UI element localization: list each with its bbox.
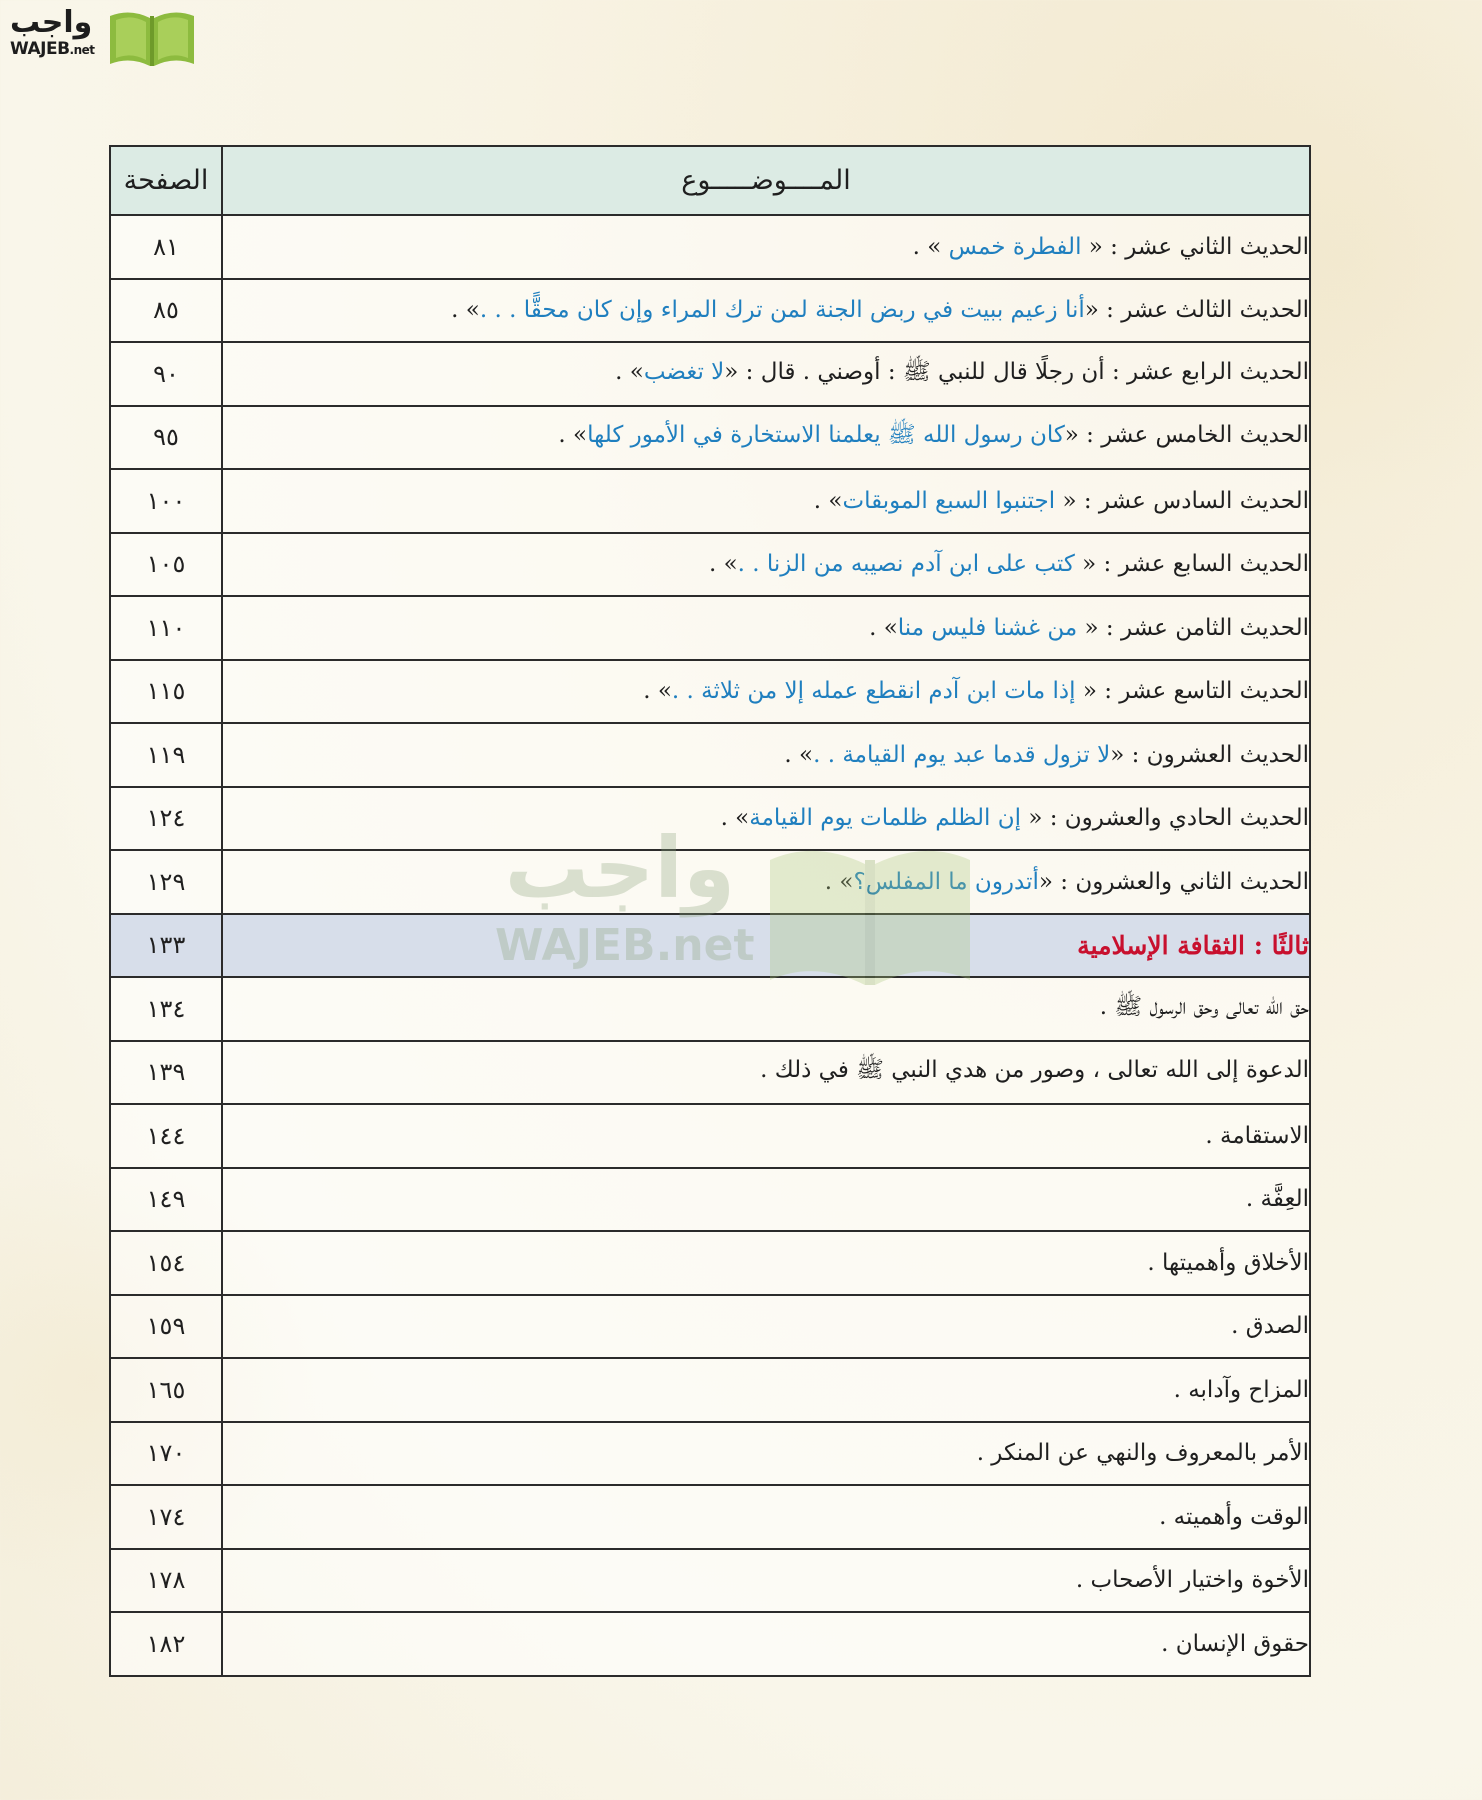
section-page: ١٣٣ [110,914,222,978]
hadith-quote: لا تزول قدما عبد يوم القيامة . . [813,741,1111,768]
toc-row-hadith-22 [110,850,1310,914]
toc-entry-subject [222,469,1310,533]
toc-topic-subject: الاستقامة . [222,1104,1310,1168]
toc-row-hadith-21 [110,787,1310,851]
toc-topic-page: ١٧٤ [110,1485,222,1549]
entry-prefix: الحديث الخامس عشر : « [1064,422,1309,449]
toc-row-topic [110,1612,1310,1676]
logo-text [10,6,98,59]
entry-suffix: » . [643,678,672,705]
header-page: الصفحة [110,146,222,215]
entry-prefix: الحديث التاسع عشر : « [1075,678,1309,705]
entry-prefix: الحديث السادس عشر : « [1055,487,1309,514]
toc-row-topic [110,1485,1310,1549]
entry-suffix: » . [558,422,588,449]
toc-row-hadith-19 [110,660,1310,724]
toc-row-topic [110,1104,1310,1168]
entry-suffix: » . [708,551,738,578]
toc-topic-subject: الأمر بالمعروف والنهي عن المنكر . [222,1422,1310,1486]
toc-entry-subject [222,787,1310,851]
wajeb-logo[interactable] [10,6,190,68]
hadith-quote: الفطرة خمس [941,233,1089,260]
toc-topic-page: ١٥٩ [110,1295,222,1359]
entry-prefix: الحديث الحادي والعشرون : « [1021,805,1309,832]
toc-entry-page: ١٢٩ [110,850,222,914]
header-subject: المــــوضـــــوع [222,146,1310,215]
toc-topic-subject: الدعوة إلى الله تعالى ، وصور من هدي النبي ﷺ في ذلك . [222,1041,1310,1105]
toc-row-hadith-20 [110,723,1310,787]
entry-suffix: » . [451,297,480,324]
entry-suffix: » . [824,868,854,895]
toc-row-topic [110,1358,1310,1422]
toc-row-hadith-12 [110,215,1310,279]
toc-topic-subject: حق الله تعالى وحق الرسول ﷺ . [222,977,1310,1041]
toc-entry-page: ١١٠ [110,596,222,660]
logo-arabic: واجب [10,5,93,40]
toc-topic-page: ١٣٤ [110,977,222,1041]
toc-row-topic [110,1549,1310,1613]
toc-entry-page: ٩٠ [110,342,222,406]
section-title: ثالثًا : الثقافة الإسلامية [222,914,1310,978]
hadith-quote: كتب على ابن آدم نصيبه من الزنا . . [737,551,1075,578]
toc-entry-page: ٨٥ [110,279,222,343]
toc-topic-subject: الأخلاق وأهميتها . [222,1231,1310,1295]
toc-entry-subject [222,533,1310,597]
toc-row-hadith-13 [110,279,1310,343]
toc-entry-subject [222,850,1310,914]
watermark-arabic: واجب [504,819,736,917]
hadith-quote: إذا مات ابن آدم انقطع عمله إلا من ثلاثة . . [671,678,1076,705]
toc-entry-page: ١١٩ [110,723,222,787]
toc-entry-page: ١٠٠ [110,469,222,533]
toc-row-topic [110,1295,1310,1359]
entry-prefix: الحديث السابع عشر : « [1074,551,1309,578]
toc-row-hadith-18 [110,596,1310,660]
hadith-quote: كان رسول الله ﷺ يعلمنا الاستخارة في الأمور كلها [587,422,1065,449]
toc-row-topic [110,1422,1310,1486]
hadith-quote: أتدرون ما المفلس؟ [853,868,1039,895]
toc-entry-page: ١٢٤ [110,787,222,851]
entry-prefix: الحديث الثاني عشر : « [1088,233,1309,260]
toc-topic-subject: العِفَّة . [222,1168,1310,1232]
entry-prefix: الحديث العشرون : « [1110,741,1309,768]
entry-suffix: » . [813,487,843,514]
toc-row-topic [110,1041,1310,1105]
hadith-quote: اجتنبوا السبع الموبقات [842,487,1056,514]
toc-row-hadith-15 [110,406,1310,470]
toc-entry-subject [222,596,1310,660]
toc-entry-subject [222,342,1310,406]
toc-topic-page: ١٤٤ [110,1104,222,1168]
entry-prefix: الحديث الثاني والعشرون : « [1038,868,1309,895]
toc-topic-page: ١٥٤ [110,1231,222,1295]
toc-entry-page: ٩٥ [110,406,222,470]
entry-suffix: » . [615,358,644,385]
toc-entry-subject [222,660,1310,724]
toc-topic-page: ١٧٠ [110,1422,222,1486]
logo-latin-name: WAJEB [10,39,70,59]
logo-latin-suffix: .net [69,43,95,57]
toc-topic-page: ١٦٥ [110,1358,222,1422]
toc-topic-page: ١٨٢ [110,1612,222,1676]
entry-suffix: » . [912,233,942,260]
toc-topic-page: ١٤٩ [110,1168,222,1232]
toc-row-topic [110,1231,1310,1295]
toc-row-hadith-16 [110,469,1310,533]
toc-entry-subject [222,215,1310,279]
toc-topic-page: ١٣٩ [110,1041,222,1105]
hadith-quote: لا تغضب [643,358,725,385]
toc-topic-page: ١٧٨ [110,1549,222,1613]
entry-prefix: الحديث الثالث عشر : « [1084,297,1309,324]
entry-prefix: الحديث الرابع عشر : أن رجلًا قال للنبي ﷺ : أوصني . قال : « [724,358,1309,385]
toc-entry-subject [222,279,1310,343]
entry-suffix: » . [720,805,750,832]
toc-entry-subject [222,406,1310,470]
entry-prefix: الحديث الثامن عشر : « [1077,614,1309,641]
entry-suffix: » . [869,614,898,641]
toc-entry-subject [222,723,1310,787]
watermark-latin: WAJEB.net [495,920,755,971]
toc-topic-subject: الصدق . [222,1295,1310,1359]
toc-row-topic [110,977,1310,1041]
logo-latin [10,40,98,59]
open-book-icon [106,6,198,68]
toc-row-hadith-14 [110,342,1310,406]
hadith-quote: إن الظلم ظلمات يوم القيامة [749,805,1022,832]
toc-section-row [110,914,1310,978]
toc-row-topic [110,1168,1310,1232]
toc-entry-page: ٨١ [110,215,222,279]
toc-topic-subject: الأخوة واختيار الأصحاب . [222,1549,1310,1613]
toc-topic-subject: الوقت وأهميته . [222,1485,1310,1549]
hadith-quote: أنا زعيم ببيت في ربض الجنة لمن ترك المراء وإن كان محقًّا . . . [479,297,1085,324]
entry-suffix: » . [784,741,814,768]
toc-entry-page: ١٠٥ [110,533,222,597]
table-header-row [110,146,1310,215]
toc-topic-subject: المزاح وآدابه . [222,1358,1310,1422]
table-of-contents [109,145,1311,1677]
hadith-quote: من غشنا فليس منا [897,614,1078,641]
toc-entry-page: ١١٥ [110,660,222,724]
toc-topic-subject: حقوق الإنسان . [222,1612,1310,1676]
toc-row-hadith-17 [110,533,1310,597]
